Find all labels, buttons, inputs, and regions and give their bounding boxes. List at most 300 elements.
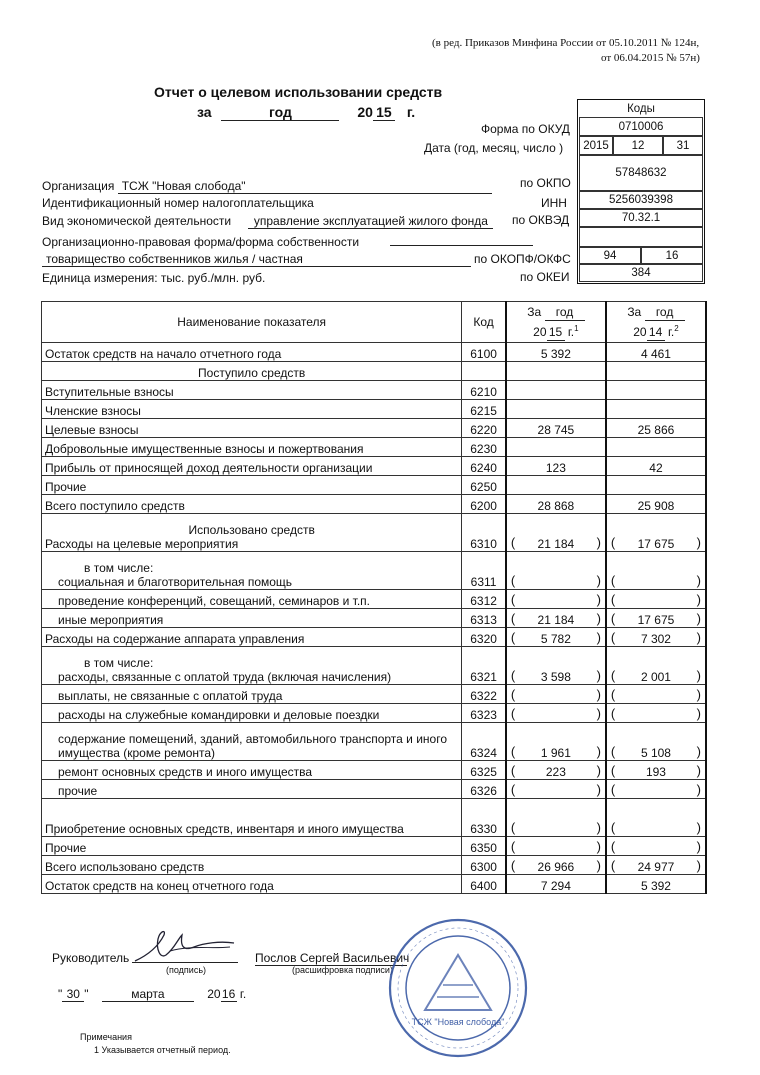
paren-open: (	[610, 763, 616, 778]
inn-label: ИНН	[541, 196, 567, 210]
row-name: Членские взносы	[45, 404, 141, 418]
row-name: Вступительные взносы	[45, 385, 174, 399]
paren-close: )	[596, 744, 601, 759]
col-cur-header	[506, 302, 606, 343]
signature-caption: (подпись)	[166, 965, 207, 975]
sign-date-yp: 20	[207, 987, 221, 1001]
section-title: Использовано средств	[188, 523, 315, 537]
row-name: Приобретение основных средств, инвентаря и иного имущества	[45, 822, 404, 836]
value-text: 5 392	[540, 347, 571, 361]
value-text: 5 782	[540, 632, 571, 646]
row-code: 6310	[462, 514, 506, 552]
row-value-prev	[606, 381, 706, 400]
paren-open: (	[510, 858, 516, 873]
row-code: 6325	[462, 761, 506, 780]
row-code: 6350	[462, 837, 506, 856]
value-text: 17 675	[637, 613, 675, 627]
value-text: 5 108	[640, 746, 671, 760]
unit-label: Единица измерения: тыс. руб./млн. руб.	[42, 271, 266, 285]
row-name: Целевые взносы	[45, 423, 139, 437]
okud-label: Форма по ОКУД	[481, 122, 570, 136]
paren-open: (	[510, 630, 516, 645]
table-row	[42, 476, 707, 495]
row-value-prev	[606, 647, 706, 685]
row-value-cur	[506, 875, 606, 894]
row-name: Расходы на содержание аппарата управления	[45, 632, 305, 646]
paren-close: )	[596, 687, 601, 702]
row-name-cell	[42, 647, 462, 685]
main-table	[41, 301, 707, 894]
table-row	[42, 552, 707, 590]
sign-date-ys: 16	[221, 987, 236, 1001]
paren-open: (	[510, 592, 516, 607]
table-row	[42, 609, 707, 628]
table-row	[42, 704, 707, 723]
period-prefix: за	[197, 104, 212, 120]
value-text: 4 461	[640, 347, 671, 361]
paren-open: (	[610, 573, 616, 588]
table-row	[42, 647, 707, 685]
paren-close: )	[696, 630, 701, 645]
paren-open: (	[510, 744, 516, 759]
paren-close: )	[596, 820, 601, 835]
row-value-cur	[506, 419, 606, 438]
subheading: в том числе:	[84, 656, 154, 670]
col-cur-ys: 15	[547, 324, 565, 341]
empty-cell	[462, 362, 506, 381]
row-value-prev	[606, 628, 706, 647]
row-value-prev	[606, 856, 706, 875]
row-name-cell	[42, 552, 462, 590]
empty-cell	[506, 362, 606, 381]
table-row	[42, 856, 707, 875]
legal-form-value: товарищество собственников жилья / частная	[42, 252, 471, 267]
row-value-prev	[606, 495, 706, 514]
paren-close: )	[596, 782, 601, 797]
paren-open: (	[610, 630, 616, 645]
row-value-cur	[506, 837, 606, 856]
row-code: 6240	[462, 457, 506, 476]
paren-open: (	[610, 668, 616, 683]
table-row	[42, 799, 707, 837]
row-name: Прибыль от приносящей доход деятельности организации	[45, 461, 373, 475]
row-name: Остаток средств на начало отчетного года	[45, 347, 282, 361]
row-name-cell	[42, 400, 462, 419]
section-title: Поступило средств	[42, 362, 462, 381]
value-text: 1 961	[540, 746, 571, 760]
row-value-prev	[606, 590, 706, 609]
okopf-label: по ОКОПФ/ОКФС	[474, 252, 571, 266]
subheading: в том числе:	[84, 561, 154, 575]
okved-blank	[579, 227, 703, 247]
paren-open: (	[610, 858, 616, 873]
activity-line	[42, 214, 493, 229]
row-value-prev	[606, 552, 706, 590]
date-year: 2015	[579, 136, 613, 155]
row-value-cur	[506, 856, 606, 875]
paren-close: )	[696, 687, 701, 702]
period-year-suffix: 15	[373, 104, 395, 121]
paren-open: (	[510, 687, 516, 702]
row-value-prev	[606, 457, 706, 476]
paren-close: )	[696, 763, 701, 778]
report-title: Отчет о целевом использовании средств	[154, 84, 443, 100]
signature-scribble	[130, 925, 240, 967]
row-value-cur	[506, 647, 606, 685]
paren-close: )	[596, 573, 601, 588]
row-name-cell	[42, 457, 462, 476]
row-name-cell	[42, 419, 462, 438]
sign-date-day: 30	[62, 987, 84, 1002]
row-code: 6326	[462, 780, 506, 799]
paren-open: (	[510, 763, 516, 778]
col-cur-za: За	[527, 304, 542, 319]
col-prev-sup: 2	[674, 323, 679, 333]
row-name: расходы, связанные с оплатой труда (включая начисления)	[58, 670, 392, 684]
okei-code: 384	[579, 264, 703, 282]
row-code: 6215	[462, 400, 506, 419]
row-name: Прочие	[45, 480, 87, 494]
row-code: 6300	[462, 856, 506, 875]
row-value-cur	[506, 685, 606, 704]
col-prev-header	[606, 302, 706, 343]
row-name: Расходы на целевые мероприятия	[45, 537, 239, 551]
value-text: 193	[645, 765, 666, 779]
row-name: расходы на служебные командировки и деловые поездки	[58, 708, 380, 722]
paren-close: )	[696, 706, 701, 721]
row-name-cell	[42, 495, 462, 514]
row-name-cell	[42, 799, 462, 837]
row-code: 6312	[462, 590, 506, 609]
value-text: 7 302	[640, 632, 671, 646]
activity-value: управление эксплуатацией жилого фонда	[248, 214, 493, 229]
paren-open: (	[510, 573, 516, 588]
table-row	[42, 457, 707, 476]
paren-open: (	[610, 535, 616, 550]
row-code: 6313	[462, 609, 506, 628]
row-value-cur	[506, 476, 606, 495]
row-name: социальная и благотворительная помощь	[58, 575, 293, 589]
row-value-cur	[506, 723, 606, 761]
row-value-cur	[506, 495, 606, 514]
row-code: 6210	[462, 381, 506, 400]
value-text: 5 392	[640, 879, 671, 893]
paren-close: )	[596, 592, 601, 607]
paren-close: )	[696, 858, 701, 873]
row-name-cell	[42, 704, 462, 723]
row-code: 6230	[462, 438, 506, 457]
row-name: Остаток средств на конец отчетного года	[45, 879, 274, 893]
paren-close: )	[696, 839, 701, 854]
row-name: Добровольные имущественные взносы и пожертвования	[45, 442, 364, 456]
paren-close: )	[696, 592, 701, 607]
row-name: ремонт основных средств и иного имущества	[58, 765, 313, 779]
table-row	[42, 381, 707, 400]
notes-title: Примечания	[80, 1032, 132, 1042]
row-code: 6330	[462, 799, 506, 837]
row-value-prev	[606, 799, 706, 837]
notes-item1: 1 Указывается отчетный период.	[94, 1045, 231, 1055]
header-note-line2: от 06.04.2015 № 57н)	[601, 52, 700, 64]
period-suffix: г.	[406, 104, 416, 120]
value-text: 28 745	[537, 423, 575, 437]
paren-close: )	[596, 763, 601, 778]
paren-open: (	[510, 706, 516, 721]
sign-date	[58, 987, 246, 1002]
table-row	[42, 628, 707, 647]
org-name: ТСЖ "Новая слобода"	[118, 179, 492, 194]
sign-date-g: г.	[239, 987, 247, 1001]
stamp-text: ТСЖ "Новая слобода"	[411, 1017, 505, 1027]
col-prev-ys: 14	[647, 324, 665, 341]
report-period	[197, 104, 415, 121]
inn-code: 5256039398	[579, 191, 703, 209]
paren-close: )	[596, 706, 601, 721]
value-text: 21 184	[537, 537, 575, 551]
signature-name: Послов Сергей Васильевич	[255, 951, 410, 965]
table-row	[42, 495, 707, 514]
row-name-cell	[42, 685, 462, 704]
row-name-cell	[42, 343, 462, 362]
legal-form-label: Организационно-правовая форма/форма собственности	[42, 235, 360, 249]
row-name-cell	[42, 514, 462, 552]
value-text: 21 184	[537, 613, 575, 627]
row-code: 6320	[462, 628, 506, 647]
row-value-cur	[506, 590, 606, 609]
value-text: 24 977	[637, 860, 675, 874]
date-month: 12	[613, 136, 663, 155]
signature-name-caption: (расшифровка подписи)	[292, 965, 393, 975]
row-code: 6324	[462, 723, 506, 761]
row-name-cell	[42, 590, 462, 609]
activity-label: Вид экономической деятельности	[42, 214, 232, 228]
row-name: содержание помещений, зданий, автомобильного транспорта и иного имущества (кроме ремонта)	[58, 732, 448, 760]
row-name-cell	[42, 780, 462, 799]
row-value-prev	[606, 400, 706, 419]
sign-date-month: марта	[102, 987, 194, 1002]
paren-close: )	[596, 535, 601, 550]
paren-close: )	[696, 744, 701, 759]
table-row	[42, 723, 707, 761]
paren-close: )	[596, 611, 601, 626]
paren-open: (	[610, 744, 616, 759]
date-day: 31	[663, 136, 703, 155]
value-text: 3 598	[540, 670, 571, 684]
row-value-cur	[506, 343, 606, 362]
row-name: Прочие	[45, 841, 87, 855]
paren-close: )	[596, 668, 601, 683]
table-row	[42, 343, 707, 362]
row-value-prev	[606, 780, 706, 799]
row-value-prev	[606, 609, 706, 628]
row-value-prev	[606, 875, 706, 894]
value-text: 25 908	[637, 499, 675, 513]
legal-form-blank	[390, 232, 533, 246]
paren-close: )	[596, 839, 601, 854]
row-name-cell	[42, 438, 462, 457]
paren-close: )	[596, 858, 601, 873]
paren-close: )	[696, 611, 701, 626]
row-value-prev	[606, 723, 706, 761]
row-name: иные мероприятия	[58, 613, 164, 627]
row-value-cur	[506, 799, 606, 837]
row-name-cell	[42, 381, 462, 400]
okpo-label: по ОКПО	[520, 176, 571, 190]
table-row	[42, 780, 707, 799]
period-year-prefix: 20	[357, 104, 373, 120]
row-value-cur	[506, 438, 606, 457]
paren-open: (	[610, 592, 616, 607]
paren-open: (	[610, 687, 616, 702]
table-row	[42, 419, 707, 438]
okud-code: 0710006	[579, 117, 703, 136]
col-prev-g: г.	[667, 324, 675, 339]
paren-open: (	[510, 668, 516, 683]
okfs-code: 16	[641, 247, 703, 264]
row-value-prev	[606, 704, 706, 723]
row-name-cell	[42, 723, 462, 761]
row-value-prev	[606, 837, 706, 856]
row-value-cur	[506, 704, 606, 723]
date-label: Дата (год, месяц, число )	[424, 141, 564, 155]
row-value-cur	[506, 552, 606, 590]
row-value-cur	[506, 628, 606, 647]
row-value-cur	[506, 381, 606, 400]
row-value-cur	[506, 400, 606, 419]
row-name-cell	[42, 837, 462, 856]
row-name-cell	[42, 628, 462, 647]
organization-stamp	[385, 915, 531, 1061]
row-value-cur	[506, 780, 606, 799]
row-name-cell	[42, 856, 462, 875]
row-name-cell	[42, 875, 462, 894]
value-text: 123	[545, 461, 566, 475]
col-name-header: Наименование показателя	[42, 302, 462, 343]
col-prev-god: год	[645, 304, 685, 321]
row-code: 6321	[462, 647, 506, 685]
row-code: 6250	[462, 476, 506, 495]
value-text: 26 966	[537, 860, 575, 874]
row-value-cur	[506, 609, 606, 628]
col-code-header: Код	[462, 302, 506, 343]
row-name: прочие	[58, 784, 98, 798]
row-code: 6322	[462, 685, 506, 704]
paren-close: )	[596, 630, 601, 645]
legal-form-line	[42, 252, 467, 267]
value-text: 17 675	[637, 537, 675, 551]
row-value-prev	[606, 438, 706, 457]
okopf-code: 94	[579, 247, 641, 264]
row-value-prev	[606, 514, 706, 552]
row-value-cur	[506, 514, 606, 552]
row-value-prev	[606, 343, 706, 362]
paren-open: (	[510, 839, 516, 854]
table-row	[42, 400, 707, 419]
paren-open: (	[610, 611, 616, 626]
empty-cell	[606, 362, 706, 381]
period-word: год	[221, 104, 339, 121]
row-code: 6200	[462, 495, 506, 514]
value-text: 42	[649, 461, 663, 475]
org-line	[42, 179, 492, 194]
table-row	[42, 761, 707, 780]
row-name: Всего поступило средств	[45, 499, 185, 513]
paren-close: )	[696, 573, 701, 588]
row-name: проведение конференций, совещаний, семинаров и т.п.	[58, 594, 370, 608]
paren-open: (	[510, 611, 516, 626]
row-code: 6220	[462, 419, 506, 438]
row-value-cur	[506, 457, 606, 476]
col-cur-yp: 20	[533, 324, 547, 339]
value-text: 28 868	[537, 499, 575, 513]
inn-line-label: Идентификационный номер налогоплательщика	[42, 196, 314, 210]
date-quote-close: "	[84, 987, 89, 1001]
row-code: 6100	[462, 343, 506, 362]
okved-label: по ОКВЭД	[512, 213, 570, 227]
paren-close: )	[696, 535, 701, 550]
col-prev-za: За	[627, 304, 642, 319]
value-text: 25 866	[637, 423, 675, 437]
paren-close: )	[696, 782, 701, 797]
value-text: 223	[545, 765, 566, 779]
table-row	[42, 590, 707, 609]
paren-open: (	[610, 706, 616, 721]
signature-role: Руководитель	[52, 951, 130, 965]
org-label: Организация	[42, 179, 115, 193]
section-row	[42, 362, 707, 381]
row-name-cell	[42, 476, 462, 495]
paren-open: (	[610, 820, 616, 835]
row-name-cell	[42, 761, 462, 780]
row-value-prev	[606, 685, 706, 704]
col-cur-g: г.	[567, 324, 575, 339]
row-value-prev	[606, 476, 706, 495]
value-text: 7 294	[540, 879, 571, 893]
paren-close: )	[696, 668, 701, 683]
row-code: 6311	[462, 552, 506, 590]
table-row	[42, 837, 707, 856]
paren-open: (	[610, 782, 616, 797]
row-code: 6323	[462, 704, 506, 723]
codes-header: Коды	[579, 101, 703, 118]
row-name: Всего использовано средств	[45, 860, 205, 874]
value-text: 2 001	[640, 670, 671, 684]
date-quote-open: "	[58, 987, 63, 1001]
col-cur-god: год	[545, 304, 585, 321]
paren-close: )	[696, 820, 701, 835]
table-row	[42, 514, 707, 552]
header-note-line1: (в ред. Приказов Минфина России от 05.10.2011 № 124н,	[432, 37, 700, 49]
col-prev-yp: 20	[633, 324, 647, 339]
okpo-code: 57848632	[579, 155, 703, 191]
row-name: выплаты, не связанные с оплатой труда	[58, 689, 283, 703]
paren-open: (	[610, 839, 616, 854]
okei-label: по ОКЕИ	[520, 270, 570, 284]
paren-open: (	[510, 535, 516, 550]
col-cur-sup: 1	[574, 323, 579, 333]
table-row	[42, 875, 707, 894]
paren-open: (	[510, 782, 516, 797]
row-value-prev	[606, 761, 706, 780]
row-value-prev	[606, 419, 706, 438]
row-code: 6400	[462, 875, 506, 894]
okved-code: 70.32.1	[579, 209, 703, 227]
row-value-cur	[506, 761, 606, 780]
table-row	[42, 438, 707, 457]
row-name-cell	[42, 609, 462, 628]
paren-open: (	[510, 820, 516, 835]
table-row	[42, 685, 707, 704]
